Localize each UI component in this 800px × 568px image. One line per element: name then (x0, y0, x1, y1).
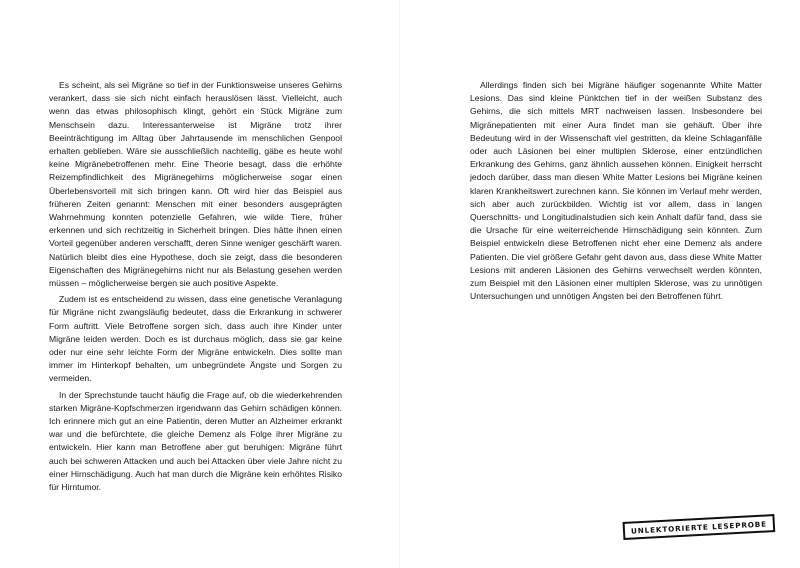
right-text-column (470, 79, 762, 306)
left-paragraph-2: Zudem ist es entscheidend zu wissen, dass eine genetische Veranlagung für Migräne nicht zwangsläufig bedeutet, dass die Erkrankung in schwerer Form auftritt. Viele Betroffene sorgen sich, dass auch ihre Kinder unter Migräne leiden werden. Doch es ist durchaus möglich, dass sie gar keine oder nur eine sehr leichte Form der Migräne entwickeln. Dies sollte man immer im Hinterkopf behalten, um unbegründete Ängste und Sorgen zu vermeiden. (49, 294, 342, 384)
right-paragraph-1: Allerdings finden sich bei Migräne häufiger sogenannte White Matter Lesions. Das sind kleine Pünktchen tief in der weißen Substanz des Gehirns, die sich mittels MRT nachweisen lassen. Insbesondere bei Migränepatienten mit einer Aura findet man sie gehäuft. Über ihre Bedeutung wird in der Wissenschaft viel gestritten, da kleine Schlaganfälle oder auch Läsionen bei einer multiplen Sklerose, einer entzündlichen Erkrankung des Gehirns, ganz ähnlich aussehen können. Einigkeit herrscht jedoch darüber, dass man diesen White Matter Lesions bei Migräne keinen klaren Krankheitswert zurechnen kann. Sie können im Verlauf mehr werden, sich aber auch zurückbilden. Wichtig ist vor allem, dass in langen Querschnitts- und Longitudinalstudien sich kein Anhalt dafür fand, dass sie die Ursache für eine weiterreichende Hirnschädigung sein könnten. Zum Beispiel entwickeln diese Betroffenen nicht eher eine Demenz als andere Patienten. Die viel größere Gefahr geht davon aus, dass diese White Matter Lesions mit anderen Läsionen des Gehirns verwechselt werden könnten, zum Beispiel mit den Läsionen einer multiplen Sklerose, was zu unnötigen Untersuchungen und unnötigen Ängsten bei den Betroffenen führt. (470, 80, 762, 302)
left-paragraph-3: In der Sprechstunde taucht häufig die Frage auf, ob die wiederkehrenden starken Migräne-Kopfschmerzen irgendwann das Gehirn schädigen können. Ich erinnere mich gut an eine Patientin, deren Mutter an Alzheimer erkrankt war und die befürchtete, die gleiche Demenz als Folge ihrer Migräne zu entwickeln. Hier kann man Betroffene aber gut beruhigen: Migräne führt auch bei schweren Attacken und auch bei Attacken über viele Jahre nicht zu einer Hirnschädigung. Auch hat man durch die Migräne kein erhöhtes Risiko für Hirntumor. (49, 389, 342, 493)
right-page (400, 0, 800, 568)
unedited-excerpt-stamp: UNLEKTORIERTE LESEPROBE (623, 514, 776, 540)
left-paragraph-1: Es scheint, als sei Migräne so tief in der Funktionsweise unseres Gehirns verankert, dass sie sich nicht einfach herauslösen lässt. Vielleicht, auch wenn das etwas philosophisch klingt, gehört ein Stück Migräne zum Menschsein dazu. Interessanterweise ist Migräne trotz ihrer Beeinträchtigung im Alltag über Jahrtausende im menschlichen Genpool erhalten geblieben. Wäre sie ausschließlich nachteilig, gäbe es heute wohl keine Migränebetroffenen mehr. Eine Theorie besagt, dass die erhöhte Reizempfindlichkeit des Migränegehirns möglicherweise sogar einen Überlebensvorteil mit sich bringen kann. Oft wird hier das Beispiel aus früheren Zeiten genannt: Menschen mit einer besonders ausgeprägten Wahrnehmung konnten potenzielle Gefahren, wie wilde Tiere, früher erkennen und sich rechtzeitig in Sicherheit bringen. Dies hätte ihnen einen Vorteil gegenüber anderen verschafft, deren Sinne weniger geschärft waren. Natürlich bleibt dies eine Hypothese, doch sie zeigt, dass die besonderen Eigenschaften des Migränegehirns nicht nur als Belastung gesehen werden müssen – möglicherweise bergen sie auch positive Aspekte. (49, 80, 342, 289)
left-text-column (49, 79, 342, 497)
